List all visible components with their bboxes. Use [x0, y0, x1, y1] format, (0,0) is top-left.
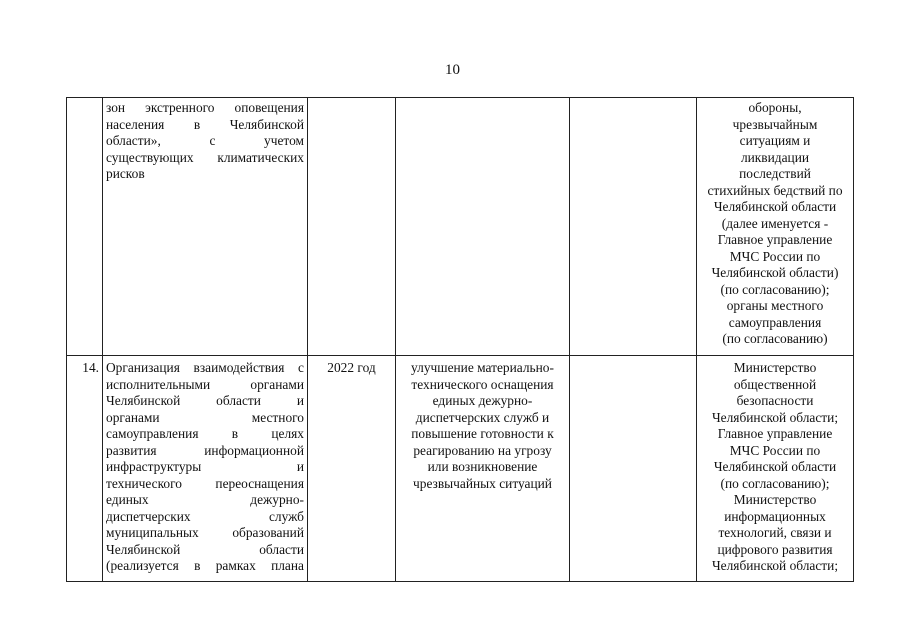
measure-name-line: технического переоснащения — [106, 475, 304, 491]
measure-name-line: зон экстренного оповещения — [106, 100, 304, 115]
table-row — [67, 356, 854, 582]
row-number-cell: 14. — [67, 356, 103, 582]
measure-name-line: населения в Челябинской — [106, 116, 304, 132]
executor-cell — [697, 98, 854, 356]
executor-line: чрезвычайным — [732, 116, 818, 132]
executor-line: информационных — [724, 508, 826, 524]
executor-line: МЧС России по — [729, 248, 821, 264]
executor-line: органы местного — [726, 298, 824, 313]
measure-name-line: исполнительными органами — [106, 376, 304, 392]
measure-name-line: (реализуется в рамках плана — [106, 558, 304, 573]
measure-name-cell — [103, 98, 308, 356]
executor-line: Челябинской области; — [711, 409, 839, 425]
executor-line: стихийных бедствий по — [707, 182, 843, 198]
measure-name-line: единых дежурно- — [106, 492, 304, 507]
measure-name-line: муниципальных образований — [106, 525, 304, 540]
result-line: диспетчерских служб и — [415, 409, 550, 425]
measure-name-line: Организация взаимодействия с — [106, 360, 304, 375]
executor-line: (далее именуется - — [721, 215, 829, 231]
indicator-cell — [570, 98, 697, 356]
executor-line: (по согласованию); — [720, 475, 830, 491]
executor-line: (по согласованию); — [720, 281, 830, 297]
executor-line: Главное управление — [717, 426, 833, 441]
executor-line: цифрового развития — [717, 541, 833, 557]
executor-line: ситуациям и — [739, 133, 811, 148]
executor-line: обороны, — [748, 100, 802, 115]
measure-name-line: области», с учетом — [106, 133, 304, 148]
executor-cell — [697, 356, 854, 582]
indicator-cell — [570, 356, 697, 582]
table-row — [67, 98, 854, 356]
measure-name-line: Челябинской области и — [106, 393, 304, 408]
result-line: единых дежурно- — [432, 393, 533, 408]
executor-line: Министерство — [733, 360, 817, 375]
measure-name-line: рисков — [106, 166, 145, 181]
measure-name-line: инфраструктуры и — [106, 459, 304, 474]
measure-name-cell — [103, 356, 308, 582]
executor-line: безопасности — [736, 393, 814, 408]
measure-name-line: самоуправления в целях — [106, 426, 304, 441]
executor-line: Главное управление — [717, 232, 833, 247]
measures-table — [66, 97, 854, 582]
measure-name-line: Челябинской области — [106, 541, 304, 557]
executor-line: последствий — [739, 166, 811, 181]
result-line: реагированию на угрозу — [413, 442, 552, 458]
measure-name-line: диспетчерских служб — [106, 508, 304, 524]
result-line: улучшение материально- — [411, 360, 554, 375]
executor-line: (по согласованию) — [722, 331, 828, 346]
term-cell — [308, 98, 396, 356]
executor-line: Челябинской области; — [711, 558, 839, 573]
executor-line: МЧС России по — [729, 442, 821, 458]
executor-line: технологий, связи и — [718, 525, 832, 540]
measure-name-line: развития информационной — [106, 442, 304, 458]
executor-line: ликвидации — [740, 149, 810, 165]
term-cell: 2022 год — [308, 356, 396, 582]
executor-line: Челябинской области) — [711, 265, 839, 280]
executor-line: самоуправления — [728, 314, 822, 330]
measure-name-line: органами местного — [106, 409, 304, 425]
result-line: чрезвычайных ситуаций — [413, 475, 552, 491]
executor-line: Челябинской области — [713, 459, 837, 474]
executor-line: общественной — [733, 376, 817, 392]
result-line: или возникновение — [427, 459, 538, 474]
result-line: технического оснащения — [411, 376, 554, 392]
page-number: 10 — [445, 62, 460, 78]
result-line: повышение готовности к — [411, 426, 554, 441]
result-cell — [396, 356, 570, 582]
executor-line: Министерство — [733, 492, 817, 507]
measure-name-line: существующих климатических — [106, 149, 304, 165]
row-number-cell — [67, 98, 103, 356]
executor-line: Челябинской области — [713, 199, 837, 214]
result-cell — [396, 98, 570, 356]
